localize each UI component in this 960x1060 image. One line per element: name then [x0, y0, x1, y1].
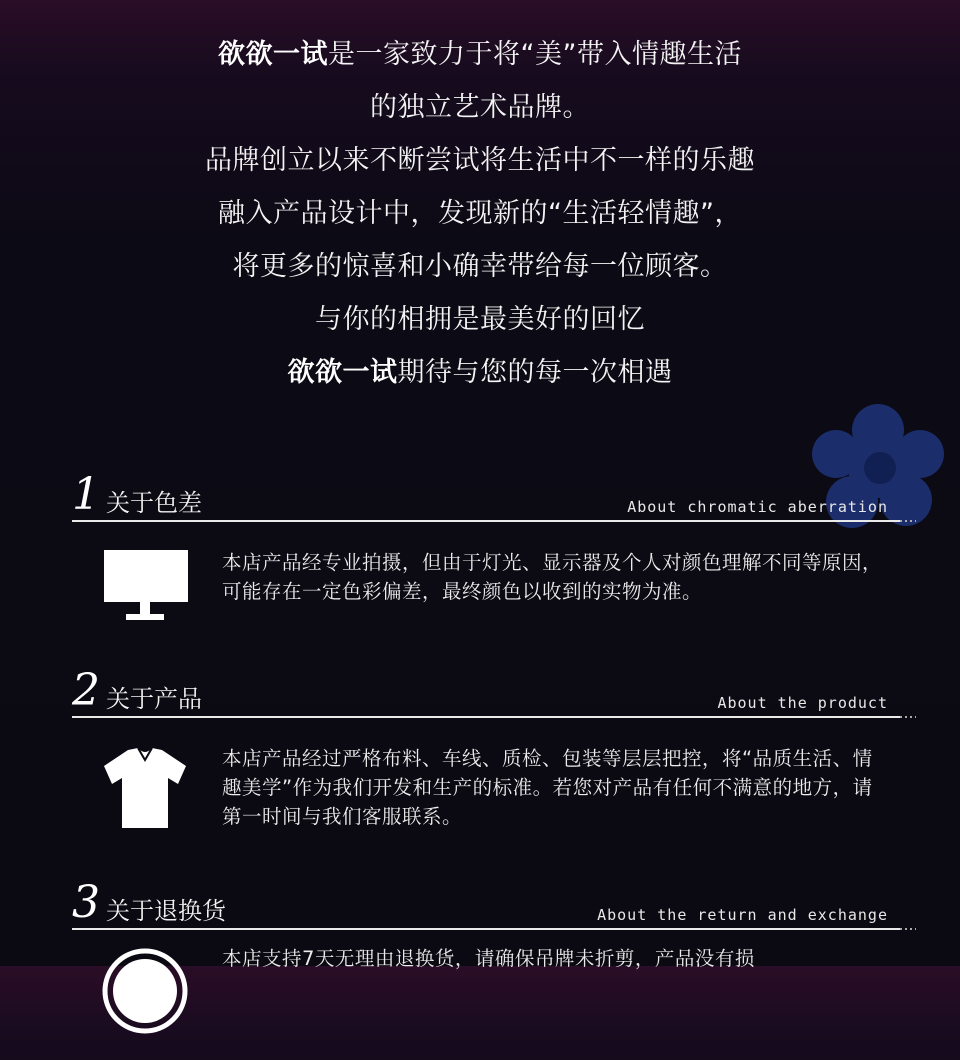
intro-line-1: 欲欲一试是一家致力于将“美”带入情趣生活	[218, 39, 742, 70]
intro-line-7: 欲欲一试期待与您的每一次相遇	[287, 357, 673, 388]
tshirt-icon	[102, 744, 188, 830]
section-subtitle: About the product	[717, 694, 888, 712]
brand-name: 欲欲一试	[287, 357, 398, 388]
section-body	[70, 940, 900, 1060]
section-header	[70, 469, 900, 520]
section-color-difference	[70, 469, 900, 658]
section-product	[70, 665, 900, 854]
brand-intro	[0, 28, 960, 399]
monitor-icon	[102, 548, 188, 634]
section-subtitle: About the return and exchange	[597, 906, 888, 924]
intro-line-3: 品牌创立以来不断尝试将生活中不一样的乐趣	[205, 145, 755, 176]
intro-line-5: 将更多的惊喜和小确幸带给每一位顾客。	[232, 251, 728, 282]
section-title: 关于产品	[106, 685, 202, 713]
section-text: 本店产品经专业拍摄，但由于灯光、显示器及个人对颜色理解不同等原因，可能存在一定色彩偏差，最终颜色以收到的实物为准。	[222, 551, 883, 603]
section-return-exchange	[70, 877, 900, 1060]
section-title: 关于退换货	[106, 897, 226, 925]
intro-line-2: 的独立艺术品牌。	[370, 92, 590, 123]
section-number: 2	[72, 665, 100, 716]
section-title: 关于色差	[106, 489, 202, 517]
section-divider	[72, 928, 900, 930]
section-body	[70, 734, 900, 854]
section-header	[70, 665, 900, 716]
brand-name: 欲欲一试	[218, 39, 328, 70]
intro-line-6: 与你的相拥是最美好的回忆	[315, 304, 645, 335]
return-icon	[102, 948, 188, 1034]
section-header	[70, 877, 900, 928]
section-number: 3	[72, 877, 100, 928]
section-divider	[72, 716, 900, 718]
section-body	[70, 538, 900, 658]
section-divider	[72, 520, 900, 522]
section-number: 1	[72, 469, 100, 520]
intro-line-4: 融入产品设计中，发现新的“生活轻情趣”，	[218, 198, 742, 229]
section-text: 本店支持7天无理由退换货，请确保吊牌未折剪，产品没有损	[222, 947, 755, 970]
section-subtitle: About chromatic aberration	[627, 498, 888, 516]
section-text: 本店产品经过严格布料、车线、质检、包装等层层把控，将“品质生活、情趣美学”作为我们开发和生产的标准。若您对产品有任何不满意的地方，请第一时间与我们客服联系。	[222, 747, 873, 828]
